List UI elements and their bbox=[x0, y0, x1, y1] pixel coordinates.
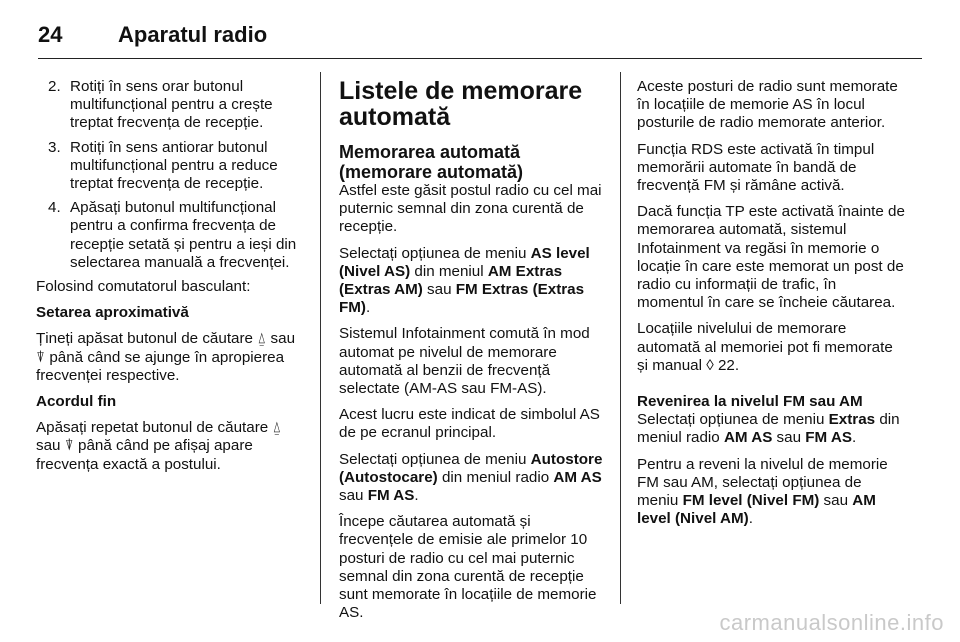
page-header bbox=[38, 14, 922, 60]
paragraph: Funcția RDS este activată în timpul memorării automate în bandă de frecvență FM și rămâne activă. bbox=[637, 140, 875, 195]
return-heading: Revenirea la nivelul FM sau AM bbox=[637, 393, 863, 411]
column-left bbox=[36, 78, 304, 482]
watermark: carmanualsonline.info bbox=[719, 610, 944, 635]
paragraph: Acest lucru este indicat de simbolul AS de pe ecranul principal. bbox=[339, 406, 600, 442]
header-rule bbox=[38, 58, 922, 59]
paragraph: Începe căutarea automată și frecvențele de emisie ale primelor 10 posturi de radio cu cel mai puternic semnal din zona curentă de recepție sunt memorate în locațiile de memorie AS. bbox=[339, 513, 597, 622]
column-divider-1 bbox=[320, 72, 321, 604]
intro-text: Folosind comutatorul basculant: bbox=[36, 278, 251, 296]
paragraph: Dacă funcția TP este activată înainte de memorarea automată, sistemul Infotainment va regăsi în memorie o locație în care este memorat un post de radio cu informații de trafic, în momentul în care se încheie căutarea. bbox=[637, 203, 905, 312]
paragraph: Pentru a reveni la nivelul de memorie FM sau AM, selectați opțiunea de meniu FM level (Nivel FM) sau AM level (Nivel AM). bbox=[637, 455, 888, 528]
column-middle bbox=[339, 78, 605, 630]
page-number: 24 bbox=[38, 22, 63, 47]
page-title: Aparatul radio bbox=[118, 22, 268, 47]
section-heading: Listele de memorare automată bbox=[339, 77, 583, 131]
paragraph: Astfel este găsit postul radio cu cel mai puternic semnal din zona curentă de recepție. bbox=[339, 182, 602, 236]
steps-list bbox=[36, 78, 304, 272]
paragraph: Selectați opțiunea de meniu AS level (Nivel AS) din meniul AM Extras (Extras AM) sau FM Extras (Extras FM). bbox=[339, 244, 590, 317]
section-subheading: Memorarea automată (memorare automată) bbox=[339, 142, 524, 182]
paragraph: Selectați opțiunea de meniu Extras din meniul radio AM AS sau FM AS. bbox=[637, 411, 900, 447]
paragraph: Aceste posturi de radio sunt memorate în locațiile de memorie AS în locul posturile de radio memorate anterior. bbox=[637, 78, 898, 132]
paragraph: Selectați opțiunea de meniu Autostore (Autostocare) din meniul radio AM AS sau FM AS. bbox=[339, 450, 603, 505]
list-item: 3. Rotiți în sens antiorar butonul multifuncțional pentru a reduce treptat frecvența de recepție. bbox=[48, 138, 278, 193]
column-right bbox=[637, 78, 905, 536]
column-divider-2 bbox=[620, 72, 621, 604]
fine-heading: Acordul fin bbox=[36, 393, 117, 411]
list-item: 2. Rotiți în sens orar butonul multifuncțional pentru a crește treptat frecvența de recepție. bbox=[48, 78, 273, 132]
fine-text: Apăsați repetat butonul de căutare ⍙ sau ⍒ până când pe afișaj apare frecvența exactă a postului. bbox=[36, 419, 282, 473]
coarse-text: Țineți apăsat butonul de căutare ⍙ sau ⍒ până când se ajunge în apropierea frecvenței respective. bbox=[36, 330, 296, 384]
coarse-heading: Setarea aproximativă bbox=[36, 304, 189, 322]
paragraph: Locațiile nivelului de memorare automată al memoriei pot fi memorate și manual ◊ 22. bbox=[637, 320, 893, 374]
paragraph: Sistemul Infotainment comută în mod automat pe nivelul de memorare automată al benzii de frecvență selectate (AM-AS sau FM-AS). bbox=[339, 325, 590, 398]
list-item: 4. Apăsați butonul multifuncțional pentru a confirma frecvența de recepție setată și pentru a ieși din selectarea manuală a frecvenței. bbox=[48, 199, 297, 271]
